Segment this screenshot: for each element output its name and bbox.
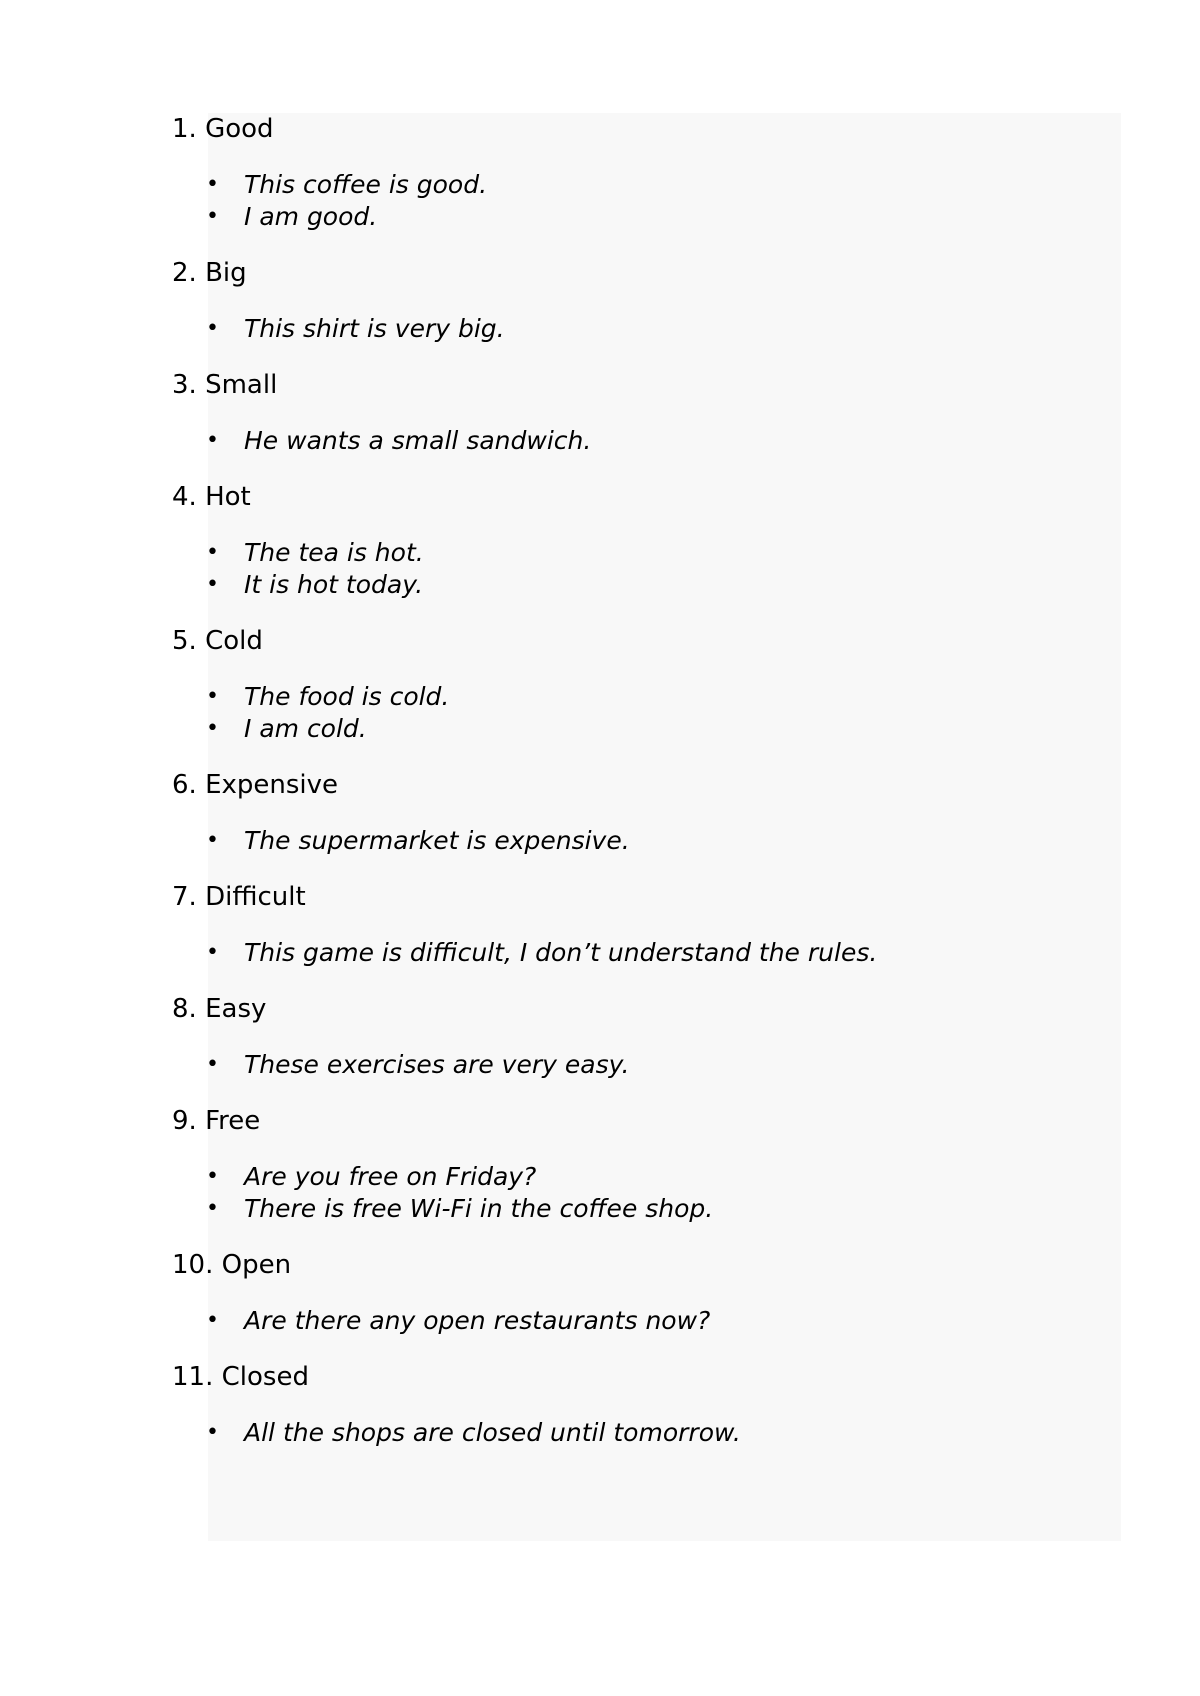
- vocab-word: Expensive: [205, 770, 339, 800]
- vocab-word: Free: [205, 1106, 261, 1136]
- bullet-icon: •: [206, 428, 219, 453]
- bullet-icon: •: [206, 1196, 219, 1221]
- example-sentence-list: [172, 1305, 1112, 1337]
- bullet-icon: •: [206, 1052, 219, 1077]
- example-sentence-list: [172, 681, 1112, 745]
- entry-number: 4.: [172, 482, 197, 512]
- vocab-word: Difficult: [205, 882, 306, 912]
- vocab-word: Closed: [221, 1362, 309, 1392]
- example-sentence: [172, 313, 1112, 345]
- example-sentence-list: [172, 825, 1112, 857]
- example-sentence-text: The food is cold.: [244, 682, 450, 711]
- entry-number: 2.: [172, 258, 197, 288]
- vocab-word: Easy: [205, 994, 267, 1024]
- example-sentence-list: [172, 1417, 1112, 1449]
- vocab-word-heading: [172, 993, 1112, 1025]
- vocab-word-heading: [172, 257, 1112, 289]
- example-sentence: [172, 425, 1112, 457]
- example-sentence-text: It is hot today.: [244, 570, 424, 599]
- example-sentence-list: [172, 1161, 1112, 1225]
- vocab-word: Big: [205, 258, 247, 288]
- example-sentence-text: Are you free on Friday?: [244, 1162, 537, 1191]
- vocab-entry: [172, 1249, 1112, 1337]
- example-sentence-text: These exercises are very easy.: [244, 1050, 630, 1079]
- vocab-word: Good: [205, 114, 274, 144]
- vocab-word-heading: [172, 625, 1112, 657]
- example-sentence-text: This coffee is good.: [244, 170, 488, 199]
- entry-number: 3.: [172, 370, 197, 400]
- example-sentence-text: I am good.: [244, 202, 378, 231]
- example-sentence: [172, 1049, 1112, 1081]
- bullet-icon: •: [206, 1164, 219, 1189]
- bullet-icon: •: [206, 540, 219, 565]
- example-sentence-text: The tea is hot.: [244, 538, 424, 567]
- bullet-icon: •: [206, 940, 219, 965]
- vocab-word-heading: [172, 769, 1112, 801]
- bullet-icon: •: [206, 204, 219, 229]
- bullet-icon: •: [206, 828, 219, 853]
- vocab-entry: [172, 993, 1112, 1081]
- vocab-entry: [172, 769, 1112, 857]
- example-sentence-list: [172, 537, 1112, 601]
- vocab-word-heading: [172, 113, 1112, 145]
- vocabulary-list: [172, 113, 1112, 1473]
- entry-number: 8.: [172, 994, 197, 1024]
- example-sentence-list: [172, 169, 1112, 233]
- example-sentence: [172, 1417, 1112, 1449]
- entry-number: 7.: [172, 882, 197, 912]
- example-sentence-list: [172, 313, 1112, 345]
- vocab-word: Open: [221, 1250, 292, 1280]
- bullet-icon: •: [206, 716, 219, 741]
- vocab-entry: [172, 1105, 1112, 1225]
- bullet-icon: •: [206, 684, 219, 709]
- example-sentence: [172, 1161, 1112, 1193]
- vocab-entry: [172, 625, 1112, 745]
- example-sentence: [172, 201, 1112, 233]
- example-sentence: [172, 1305, 1112, 1337]
- example-sentence-text: The supermarket is expensive.: [244, 826, 630, 855]
- example-sentence-text: There is free Wi-Fi in the coffee shop.: [244, 1194, 714, 1223]
- vocab-entry: [172, 881, 1112, 969]
- vocab-entry: [172, 1361, 1112, 1449]
- example-sentence: [172, 569, 1112, 601]
- example-sentence: [172, 825, 1112, 857]
- vocab-word-heading: [172, 369, 1112, 401]
- vocab-word-heading: [172, 881, 1112, 913]
- bullet-icon: •: [206, 316, 219, 341]
- bullet-icon: •: [206, 572, 219, 597]
- vocab-word-heading: [172, 1249, 1112, 1281]
- example-sentence-text: I am cold.: [244, 714, 367, 743]
- example-sentence-list: [172, 937, 1112, 969]
- example-sentence-text: Are there any open restaurants now?: [244, 1306, 711, 1335]
- example-sentence: [172, 681, 1112, 713]
- vocab-word-heading: [172, 481, 1112, 513]
- vocab-word: Cold: [205, 626, 263, 656]
- bullet-icon: •: [206, 172, 219, 197]
- example-sentence-text: This game is difficult, I don’t understand the rules.: [244, 938, 878, 967]
- entry-number: 10.: [172, 1250, 214, 1280]
- vocab-entry: [172, 481, 1112, 601]
- example-sentence: [172, 1193, 1112, 1225]
- vocab-word: Small: [205, 370, 278, 400]
- vocab-entry: [172, 113, 1112, 233]
- bullet-icon: •: [206, 1308, 219, 1333]
- entry-number: 5.: [172, 626, 197, 656]
- vocab-word-heading: [172, 1361, 1112, 1393]
- example-sentence-text: He wants a small sandwich.: [244, 426, 592, 455]
- entry-number: 6.: [172, 770, 197, 800]
- entry-number: 9.: [172, 1106, 197, 1136]
- bullet-icon: •: [206, 1420, 219, 1445]
- vocab-word: Hot: [205, 482, 251, 512]
- vocab-entry: [172, 257, 1112, 345]
- entry-number: 11.: [172, 1362, 214, 1392]
- vocab-entry: [172, 369, 1112, 457]
- example-sentence-list: [172, 425, 1112, 457]
- example-sentence-text: All the shops are closed until tomorrow.: [244, 1418, 741, 1447]
- example-sentence: [172, 169, 1112, 201]
- vocab-word-heading: [172, 1105, 1112, 1137]
- example-sentence: [172, 713, 1112, 745]
- entry-number: 1.: [172, 114, 197, 144]
- example-sentence: [172, 537, 1112, 569]
- example-sentence-list: [172, 1049, 1112, 1081]
- example-sentence-text: This shirt is very big.: [244, 314, 505, 343]
- example-sentence: [172, 937, 1112, 969]
